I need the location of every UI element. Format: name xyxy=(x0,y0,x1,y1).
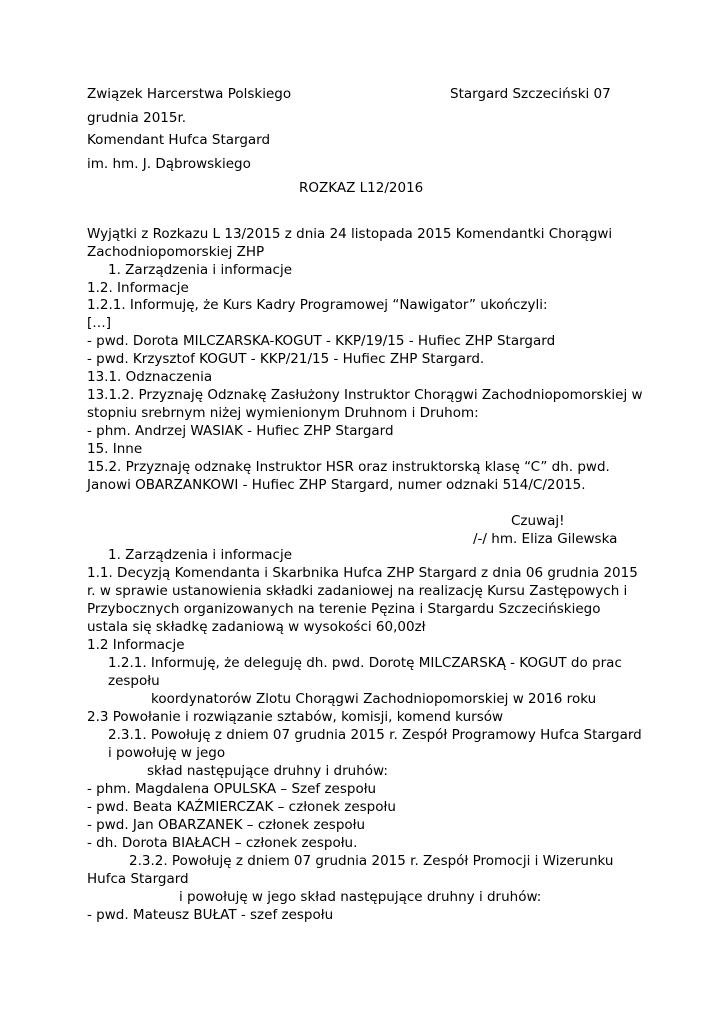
body-line: 2.3.1. Powołuję z dniem 07 grudnia 2015 r. Zespół Programowy Hufca Stargard xyxy=(108,727,642,743)
body-line: 1.1. Decyzją Komendanta i Skarbnika Hufca ZHP Stargard z dnia 06 grudnia 2015 xyxy=(87,565,638,581)
document-title: ROZKAZ L12/2016 xyxy=(299,180,424,196)
body-line: i powołuję w jego xyxy=(108,745,226,761)
excerpt-line: 13.1. Odznaczenia xyxy=(87,369,213,385)
org-name: Związek Harcerstwa Polskiego xyxy=(87,86,292,102)
excerpt-line: 1.2. Informacje xyxy=(87,280,189,296)
body-line: - pwd. Mateusz BUŁAT - szef zespołu xyxy=(87,907,334,923)
body-line: 1.2 Informacje xyxy=(87,637,185,653)
excerpt-line: 1.2.1. Informuję, że Kurs Kadry Programowej “Nawigator” ukończyli: xyxy=(87,297,548,313)
excerpt-line: 13.1.2. Przyznaję Odznakę Zasłużony Instruktor Chorągwi Zachodniopomorskiej w xyxy=(87,387,643,403)
signature: /-/ hm. Eliza Gilewska xyxy=(473,531,618,547)
body-line: - pwd. Beata KAŹMIERCZAK – członek zespołu xyxy=(87,799,396,815)
body-line: Hufca Stargard xyxy=(87,871,189,887)
excerpt-line: - phm. Andrzej WASIAK - Hufiec ZHP Stargard xyxy=(87,423,394,439)
body-line: 1.2.1. Informuję, że deleguję dh. pwd. Dorotę MILCZARSKĄ - KOGUT do prac xyxy=(108,655,622,671)
place-date: Stargard Szczeciński 07 xyxy=(450,86,611,102)
body-line: i powołuję w jego skład następujące druhny i druhów: xyxy=(179,889,542,905)
excerpt-line: stopniu srebrnym niżej wymienionym Druhnom i Druhom: xyxy=(87,405,479,421)
excerpt-line: 15.2. Przyznaję odznakę Instruktor HSR oraz instruktorską klasę “C” dh. pwd. xyxy=(87,459,610,475)
body-line: koordynatorów Zlotu Chorągwi Zachodniopomorskiej w 2016 roku xyxy=(151,691,597,707)
excerpt-line: […] xyxy=(87,315,112,331)
patron-name: im. hm. J. Dąbrowskiego xyxy=(87,156,251,172)
body-line: - dh. Dorota BIAŁACH – członek zespołu. xyxy=(87,835,358,851)
body-line: - pwd. Jan OBARZANEK – członek zespołu xyxy=(87,817,366,833)
body-line: Przybocznych organizowanych na terenie Pęzina i Stargardu Szczecińskiego xyxy=(87,601,601,617)
excerpt-line: 15. Inne xyxy=(87,441,143,457)
body-line: ustala się składkę zadaniową w wysokości 60,00zł xyxy=(87,619,426,635)
body-line: skład następujące druhny i druhów: xyxy=(147,763,388,779)
excerpt-line: Wyjątki z Rozkazu L 13/2015 z dnia 24 listopada 2015 Komendantki Chorągwi xyxy=(87,226,613,242)
commander-title: Komendant Hufca Stargard xyxy=(87,132,271,148)
excerpt-line: Janowi OBARZANKOWI - Hufiec ZHP Stargard, numer odznaki 514/C/2015. xyxy=(87,477,586,493)
body-line: 1. Zarządzenia i informacje xyxy=(108,547,293,563)
closing-greeting: Czuwaj! xyxy=(511,513,565,529)
body-line: zespołu xyxy=(108,673,160,689)
excerpt-line: Zachodniopomorskiej ZHP xyxy=(87,244,265,260)
body-line: - phm. Magdalena OPULSKA – Szef zespołu xyxy=(87,781,377,797)
excerpt-line: 1. Zarządzenia i informacje xyxy=(108,262,293,278)
body-line: 2.3.2. Powołuję z dniem 07 grudnia 2015 r. Zespół Promocji i Wizerunku xyxy=(129,853,614,869)
body-line: r. w sprawie ustanowienia składki zadaniowej na realizację Kursu Zastępowych i xyxy=(87,583,628,599)
body-line: 2.3 Powołanie i rozwiązanie sztabów, komisji, komend kursów xyxy=(87,709,504,725)
excerpt-line: - pwd. Dorota MILCZARSKA-KOGUT - KKP/19/15 - Hufiec ZHP Stargard xyxy=(87,333,556,349)
excerpt-line: - pwd. Krzysztof KOGUT - KKP/21/15 - Hufiec ZHP Stargard. xyxy=(87,351,485,367)
place-date-continued: grudnia 2015r. xyxy=(87,110,187,126)
